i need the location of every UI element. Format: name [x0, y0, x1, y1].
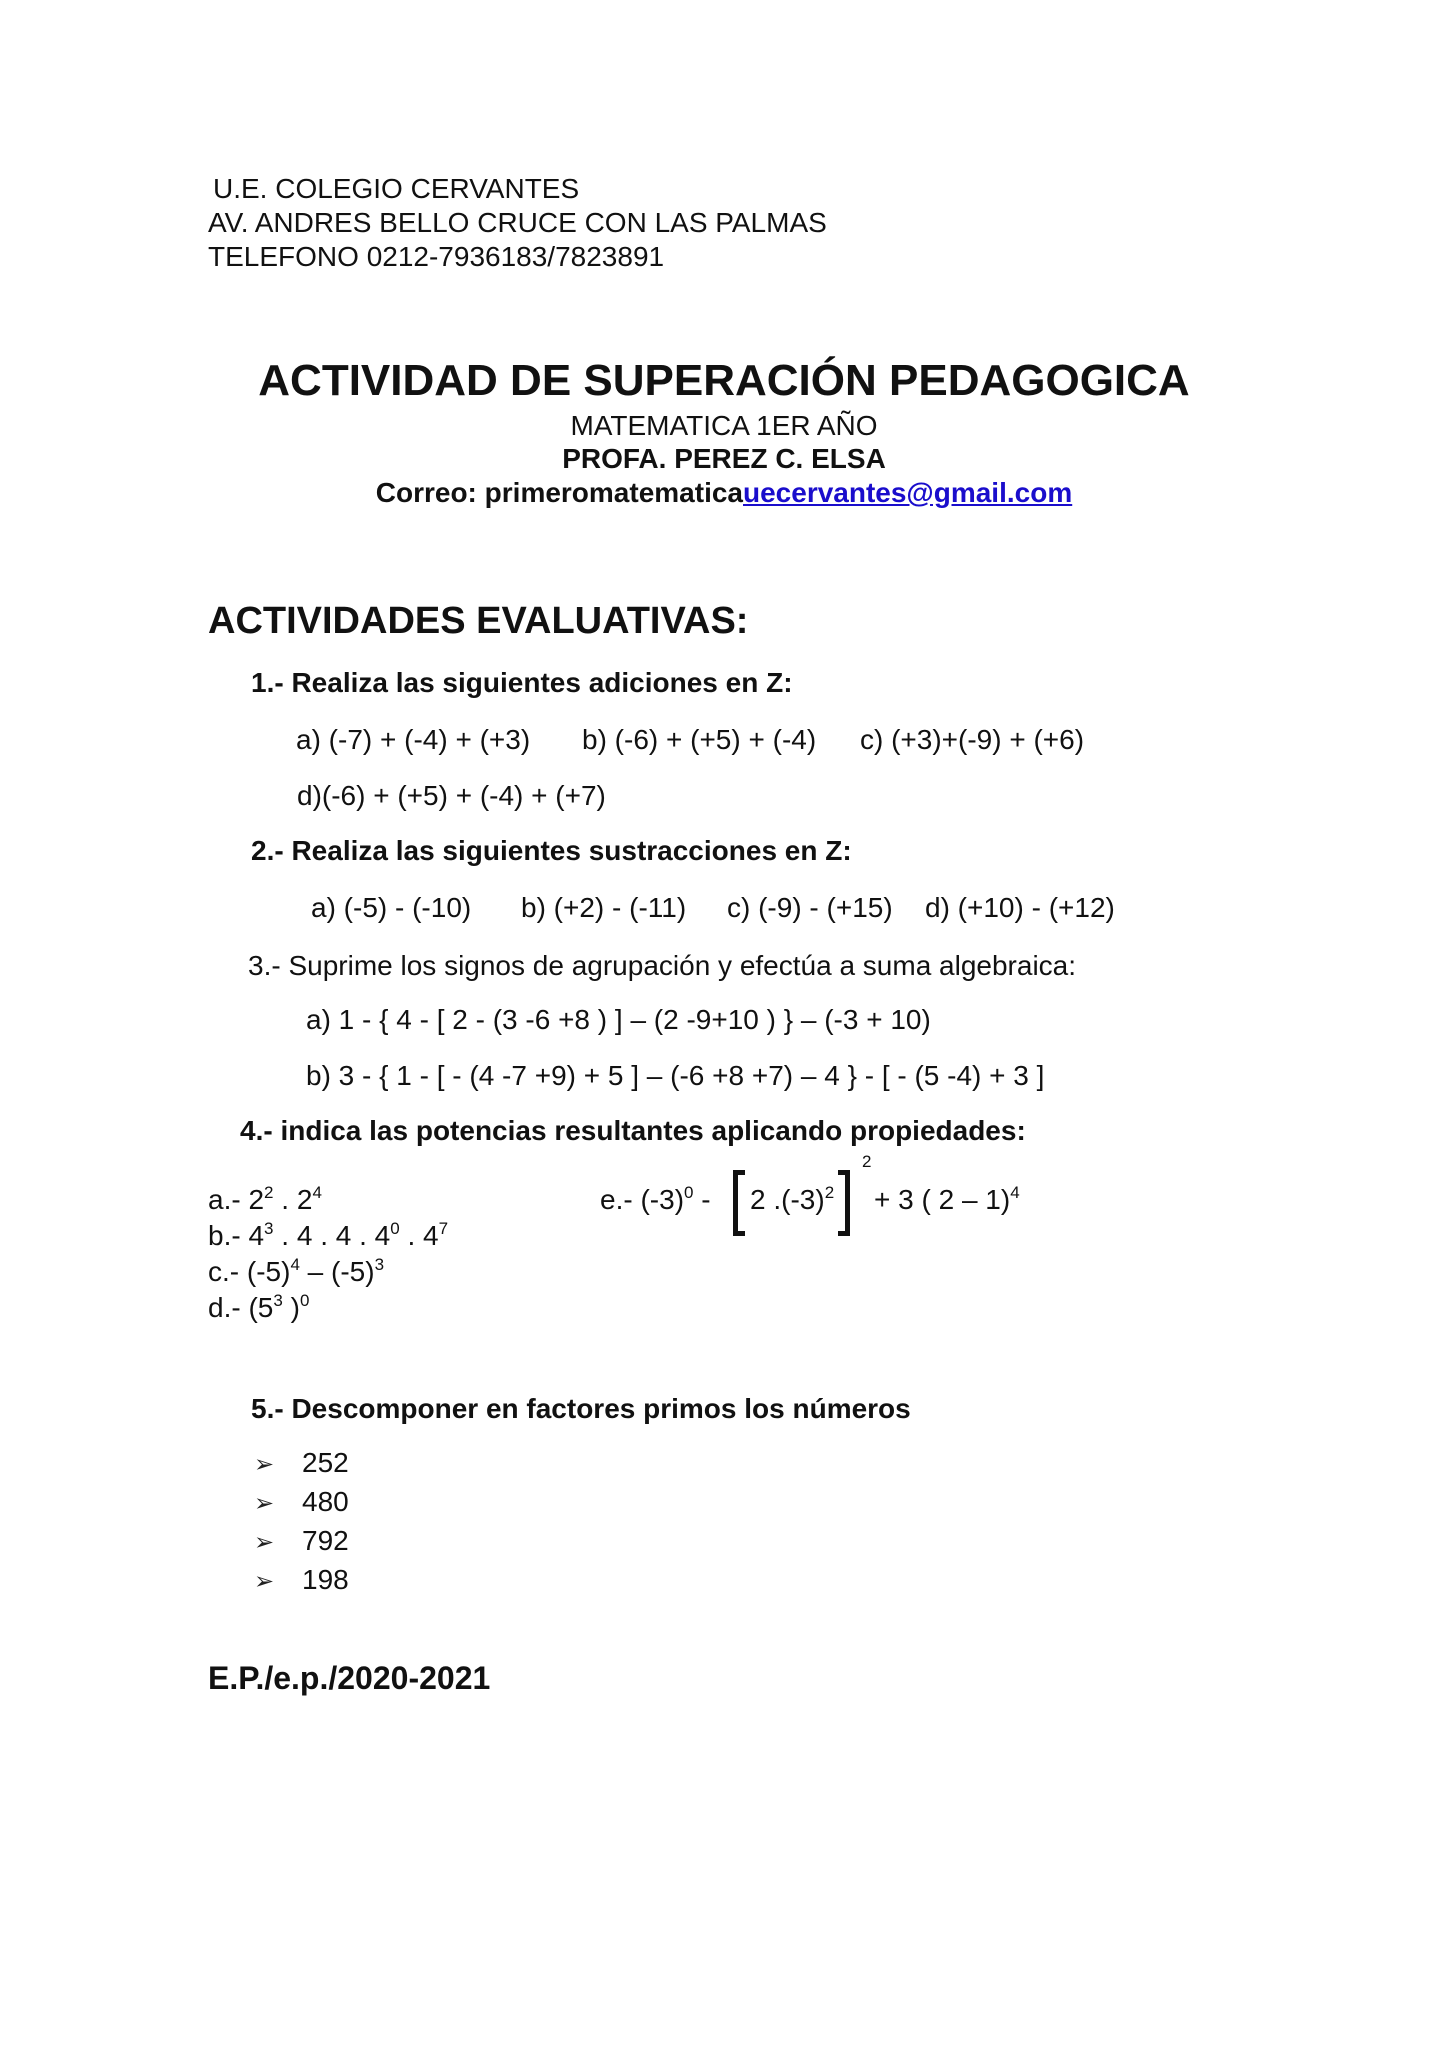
q4-c: c.- $(-5)^4 - (-5)^3$	[208, 1255, 385, 1287]
email-line	[0, 477, 1448, 509]
list-item: ➢ 480	[254, 1483, 349, 1522]
section-title: ACTIVIDADES EVALUATIVAS:	[208, 600, 749, 642]
school-name: U.E. COLEGIO CERVANTES	[213, 173, 580, 204]
arrow-bullet-icon: ➢	[254, 1490, 275, 1517]
q4-e-start: e.- $(-3)^0$ -	[600, 1183, 711, 1215]
list-item: ➢ 792	[254, 1522, 349, 1561]
q1-d: d)(-6) + (+5) + (-4) + (+7)	[297, 780, 606, 811]
subject-line: MATEMATICA 1ER AÑO	[570, 410, 878, 441]
q5-number-list	[254, 1444, 349, 1600]
q4-d: d.- ($5^3$ )$^0$	[208, 1291, 310, 1323]
left-bracket-icon	[733, 1170, 745, 1236]
page-title: ACTIVIDAD DE SUPERACIÓN PEDAGOGICA	[258, 356, 1190, 405]
q3-heading: 3.- Suprime los signos de agrupación y efectúa a suma algebraica:	[248, 950, 1077, 981]
q2-d: d) (+10) - (+12)	[925, 892, 1115, 923]
q1-heading: 1.- Realiza las siguientes adiciones en Z:	[251, 667, 793, 698]
email-link[interactable]: uecervantes@gmail.com	[743, 477, 1073, 508]
list-item: ➢ 252	[254, 1444, 349, 1483]
q1-c: c) (+3)+(-9) + (+6)	[860, 724, 1085, 755]
arrow-bullet-icon: ➢	[254, 1451, 275, 1478]
q4-e-inner: 2 $.(-3)^2$	[750, 1183, 835, 1215]
q1-a: a) (-7) + (-4) + (+3)	[296, 724, 531, 755]
arrow-bullet-icon: ➢	[254, 1529, 275, 1556]
q2-b: b) (+2) - (-11)	[521, 892, 687, 923]
q4-a: a.- $2^2$ . $2^4$	[208, 1183, 322, 1215]
right-bracket-icon	[838, 1170, 850, 1236]
q4-e-tail: + 3 ( 2 – 1)$^4$	[874, 1183, 1020, 1215]
school-phone: TELEFONO 0212-7936183/7823891	[208, 241, 665, 272]
q2-a: a) (-5) - (-10)	[311, 892, 472, 923]
list-item: ➢ 198	[254, 1561, 349, 1600]
q4-heading: 4.- indica las potencias resultantes aplicando propiedades:	[240, 1115, 1026, 1146]
q4-b: b.- $4^3$ . 4 . 4 . $4^0$ . $4^7$	[208, 1219, 449, 1251]
q3-a: a) 1 - { 4 - [ 2 - (3 -6 +8 ) ] – (2 -9+10 ) } – (-3 + 10)	[306, 1004, 931, 1035]
q2-heading: 2.- Realiza las siguientes sustracciones en Z:	[251, 835, 852, 866]
school-address: AV. ANDRES BELLO CRUCE CON LAS PALMAS	[208, 207, 827, 238]
email-label: Correo: primeromatematica	[375, 477, 743, 508]
teacher-line: PROFA. PEREZ C. ELSA	[562, 443, 886, 474]
q4-e-outer-exponent: 2	[862, 1152, 872, 1171]
q5-heading: 5.- Descomponer en factores primos los números	[251, 1393, 911, 1424]
footer-code: E.P./e.p./2020-2021	[208, 1660, 491, 1696]
arrow-bullet-icon: ➢	[254, 1568, 275, 1595]
q3-b: b) 3 - { 1 - [ - (4 -7 +9) + 5 ] – (-6 +8 +7) – 4 } - [ - (5 -4) + 3 ]	[306, 1060, 1045, 1091]
q1-b: b) (-6) + (+5) + (-4)	[582, 724, 817, 755]
q2-c: c) (-9) - (+15)	[727, 892, 893, 923]
